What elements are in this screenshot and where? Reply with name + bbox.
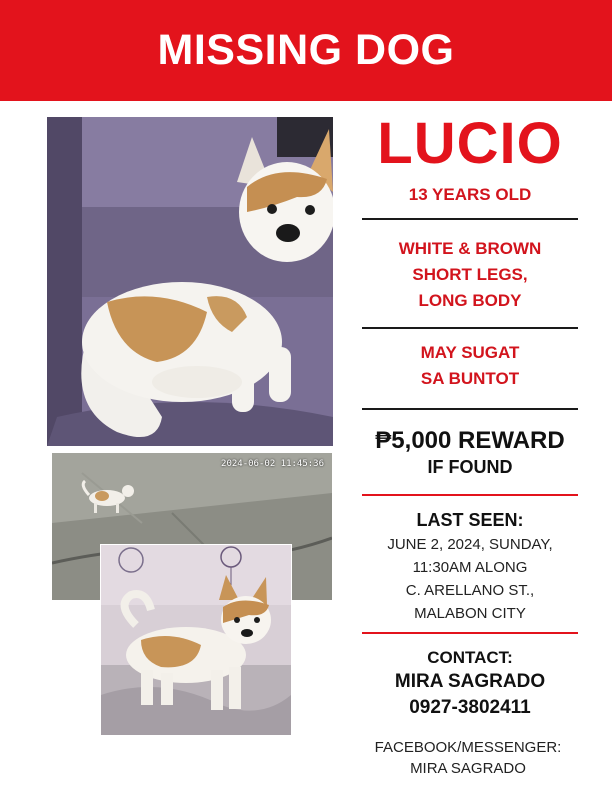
last-seen-details	[362, 533, 578, 625]
description-line: SHORT LEGS,	[412, 265, 528, 284]
mark-line: MAY SUGAT	[420, 343, 520, 362]
last-seen-line: C. ARELLANO ST.,	[405, 582, 535, 599]
dog-photo-standing	[101, 545, 291, 735]
divider	[362, 218, 578, 220]
dog-description	[362, 236, 578, 314]
reward-condition: IF FOUND	[427, 457, 513, 477]
last-seen-line: JUNE 2, 2024, SUNDAY,	[387, 536, 553, 553]
contact-social	[346, 737, 590, 779]
contact-heading: CONTACT:	[427, 648, 513, 667]
divider	[362, 632, 578, 634]
description-line: LONG BODY	[418, 291, 522, 310]
header-banner	[0, 0, 612, 101]
divider	[362, 494, 578, 496]
dog-name: LUCIO	[377, 111, 563, 176]
contact-phone: 0927-3802411	[409, 697, 531, 718]
reward-amount: ₱5,000 REWARD	[375, 427, 565, 454]
last-seen-line: 11:30AM ALONG	[412, 559, 528, 576]
cctv-timestamp: 2024-06-02 11:45:36	[221, 459, 324, 469]
divider	[362, 408, 578, 410]
mark-line: SA BUNTOT	[420, 369, 520, 388]
contact-name: MIRA SAGRADO	[394, 671, 546, 692]
dog-photo-main	[47, 117, 333, 446]
divider	[362, 327, 578, 329]
description-line: WHITE & BROWN	[398, 239, 542, 258]
dog-distinguishing-mark	[362, 340, 578, 392]
banner-title: MISSING DOG	[157, 26, 455, 74]
last-seen-line: MALABON CITY	[414, 605, 526, 622]
dog-age: 13 YEARS OLD	[408, 185, 532, 204]
last-seen-heading: LAST SEEN:	[416, 510, 524, 530]
social-line: MIRA SAGRADO	[410, 760, 526, 777]
social-line: FACEBOOK/MESSENGER:	[374, 739, 562, 756]
